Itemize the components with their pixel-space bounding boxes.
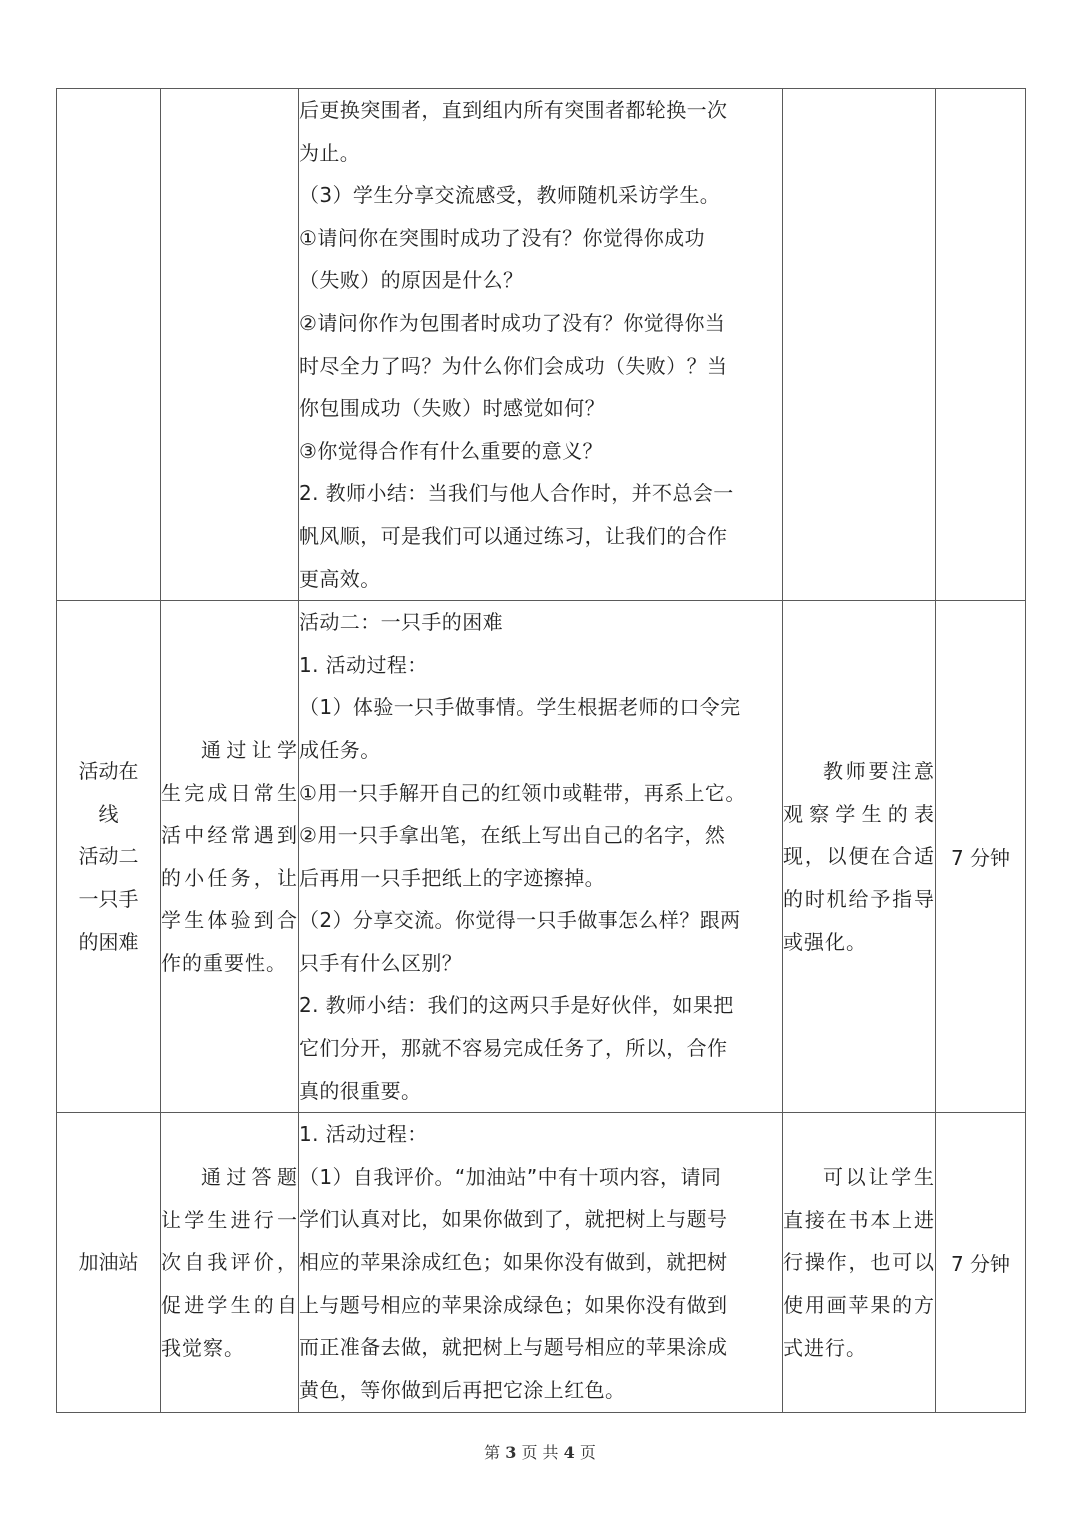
footer-page-number: 3 [505,1443,517,1462]
process-line: 更高效。 [299,566,381,591]
activity-line: 加油站 [78,1250,139,1275]
footer-mid2: 共 [542,1443,559,1462]
process-line: 而正准备去做，就把树上与题号相应的苹果涂成 [299,1335,728,1360]
goal-cell: 通过答题让学生进行一次自我评价，促进学生的自我觉察。 [161,1113,299,1413]
process-line: 它们分开，那就不容易完成任务了，所以，合作 [299,1036,728,1061]
process-line: 活动二：一只手的困难 [299,610,503,635]
process-line: （2）分享交流。你觉得一只手做事怎么样？跟两 [299,908,741,933]
process-line: 后再用一只手把纸上的字迹擦掉。 [299,865,605,890]
process-line: ③你觉得合作有什么重要的意义？ [299,438,603,463]
activity-line: 一只手 [78,886,139,911]
process-line: 1. 活动过程： [299,1122,428,1147]
process-line: 真的很重要。 [299,1078,422,1103]
process-line: 成任务。 [299,737,381,762]
process-cell [299,1113,783,1413]
footer-mid1: 页 [521,1443,538,1462]
process-line: ②用一只手拿出笔，在纸上写出自己的名字，然 [299,823,726,848]
table-row [57,89,1026,601]
process-line: 2. 教师小结：我们的这两只手是好伙伴，如果把 [299,993,734,1018]
process-line: 上与题号相应的苹果涂成绿色；如果你没有做到 [299,1292,728,1317]
process-line: 相应的苹果涂成红色；如果你没有做到，就把树 [299,1250,728,1275]
activity-cell [57,601,161,1113]
note-cell: 教师要注意观察学生的表现，以便在合适的时机给予指导或强化。 [783,601,936,1113]
page-footer [0,1440,1080,1463]
process-line: ①用一只手解开自己的红领巾或鞋带，再系上它。 [299,780,746,805]
activity-cell [57,1113,161,1413]
activity-cell [57,89,161,601]
process-line: （失败）的原因是什么？ [299,268,524,293]
process-line: 你包围成功（失败）时感觉如何？ [299,396,605,421]
process-line: 黄色，等你做到后再把它涂上红色。 [299,1377,626,1402]
activity-line: 活动在 [78,759,139,784]
footer-total-pages: 4 [563,1443,575,1462]
process-line: 2. 教师小结：当我们与他人合作时，并不总会一 [299,481,734,506]
time-cell: 7 分钟 [936,1113,1026,1413]
process-line: （1）自我评价。“加油站”中有十项内容，请同 [299,1164,722,1189]
note-cell [783,89,936,601]
process-line: 学们认真对比，如果你做到了，就把树上与题号 [299,1207,728,1232]
process-line: 后更换突围者，直到组内所有突围者都轮换一次 [299,98,728,122]
goal-cell: 通过让学生完成日常生活中经常遇到的小任务，让学生体验到合作的重要性。 [161,601,299,1113]
table-row [57,601,1026,1113]
process-cell [299,601,783,1113]
process-line: 只手有什么区别？ [299,950,463,975]
process-line: 时尽全力了吗？为什么你们会成功（失败）？当 [299,353,728,378]
time-cell [936,89,1026,601]
footer-suffix: 页 [579,1443,596,1462]
lesson-plan-table [56,88,1026,1413]
note-cell: 可以让学生直接在书本上进行操作，也可以使用画苹果的方式进行。 [783,1113,936,1413]
process-line: 1. 活动过程： [299,652,428,677]
time-cell: 7 分钟 [936,601,1026,1113]
footer-prefix: 第 [484,1443,501,1462]
process-line: ②请问你作为包围者时成功了没有？你觉得你当 [299,310,726,335]
process-line: ①请问你在突围时成功了没有？你觉得你成功 [299,225,705,250]
process-line: （3）学生分享交流感受，教师随机采访学生。 [299,183,721,208]
process-line: 帆风顺，可是我们可以通过练习，让我们的合作 [299,523,728,548]
activity-line: 的困难 [78,929,139,954]
goal-cell [161,89,299,601]
activity-line: 线 [98,801,119,826]
process-line: （1）体验一只手做事情。学生根据老师的口令完 [299,695,741,720]
process-cell [299,89,783,601]
activity-line: 活动二 [78,844,139,869]
table-row [57,1113,1026,1413]
process-line: 为止。 [299,140,361,165]
